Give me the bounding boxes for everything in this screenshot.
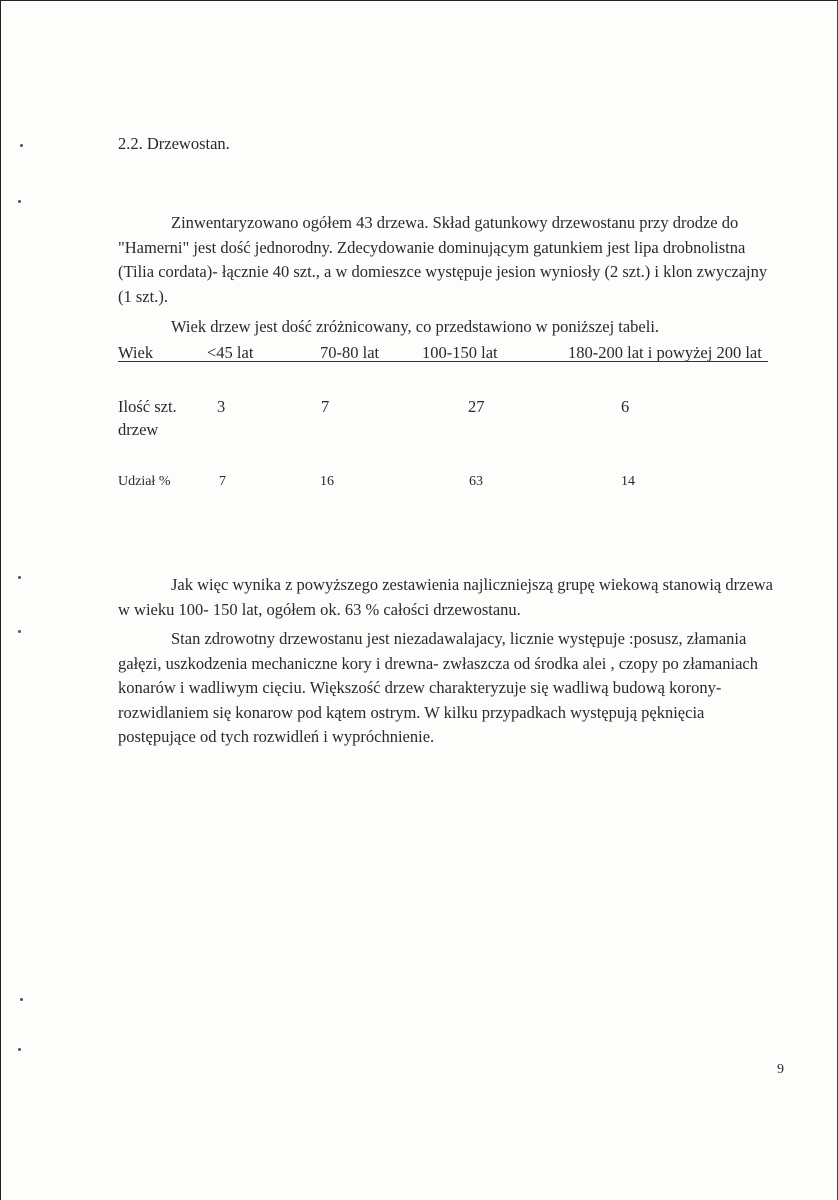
paragraph-line: konarów i wadliwym cięciu. Większość drzew charakteryzuje się wadliwą budową korony- <box>118 678 722 697</box>
paragraph-line: "Hamerni" jest dość jednorodny. Zdecydowanie dominującym gatunkiem jest lipa drobnolistna <box>118 237 746 257</box>
paragraph-line: postępujące od tych rozwidleń i wypróchnienie. <box>118 727 435 746</box>
scan-speck <box>20 144 23 147</box>
table-row-shares <box>118 474 768 494</box>
scan-speck <box>18 630 21 633</box>
share-cell: 7 <box>219 474 226 489</box>
section-heading: 2.2. Drzewostan. <box>118 134 230 153</box>
count-cell: 7 <box>321 397 330 416</box>
page-number: 9 <box>777 1062 784 1077</box>
header-cell-180-200: 180-200 lat i powyżej 200 lat <box>568 343 762 362</box>
paragraph-line: Zinwentaryzowano ogółem 43 drzewa. Skład gatunkowy drzewostanu przy drodze do <box>171 213 739 232</box>
paragraph-line: Wiek drzew jest dość zróżnicowany, co przedstawiono w poniższej tabeli. <box>171 317 660 336</box>
scan-speck <box>18 200 21 203</box>
row-label: Ilość szt. <box>118 397 177 416</box>
header-cell-wiek: Wiek <box>118 343 154 362</box>
row-label-cont: drzew <box>118 420 159 439</box>
header-underline <box>118 361 768 362</box>
scan-speck <box>20 998 23 1001</box>
scan-speck <box>18 1048 21 1051</box>
count-cell: 27 <box>468 397 485 416</box>
share-cell: 16 <box>320 474 334 489</box>
age-table-header <box>118 343 768 363</box>
health-paragraph <box>118 627 788 750</box>
paragraph-line: Jak więc wynika z powyższego zestawienia najliczniejszą grupę wiekową stanowią drzewa <box>171 575 774 594</box>
count-cell: 3 <box>217 397 226 416</box>
paragraph-line: Stan zdrowotny drzewostanu jest niezadawalajacy, licznie występuje :posusz, złamania <box>171 629 747 648</box>
share-cell: 63 <box>469 474 483 489</box>
header-cell-70-80: 70-80 lat <box>320 343 380 362</box>
count-cell: 6 <box>621 397 630 416</box>
age-sentence-paragraph <box>118 315 788 340</box>
scan-speck <box>18 576 21 579</box>
conclusion-paragraph <box>118 573 788 622</box>
paragraph-line: (1 szt.). <box>118 286 168 306</box>
paragraph-line: gałęzi, uszkodzenia mechaniczne kory i drewna- zwłaszcza od środka alei , czopy po złamaniach <box>118 653 758 673</box>
share-cell: 14 <box>621 474 635 489</box>
intro-paragraph <box>118 211 788 309</box>
table-row-counts <box>118 397 768 447</box>
paragraph-line: (Tilia cordata)- łącznie 40 szt., a w domieszce występuje jesion wyniosły (2 szt.) i klon zwyczajny <box>118 262 768 281</box>
row-label: Udział % <box>118 474 171 489</box>
header-cell-100-150: 100-150 lat <box>422 343 498 362</box>
header-cell-under-45: <45 lat <box>207 343 254 362</box>
paragraph-line: w wieku 100- 150 lat, ogółem ok. 63 % całości drzewostanu. <box>118 599 521 619</box>
paragraph-line: rozwidlaniem się konarow pod kątem ostrym. W kilku przypadkach występują pęknięcia <box>118 702 705 722</box>
